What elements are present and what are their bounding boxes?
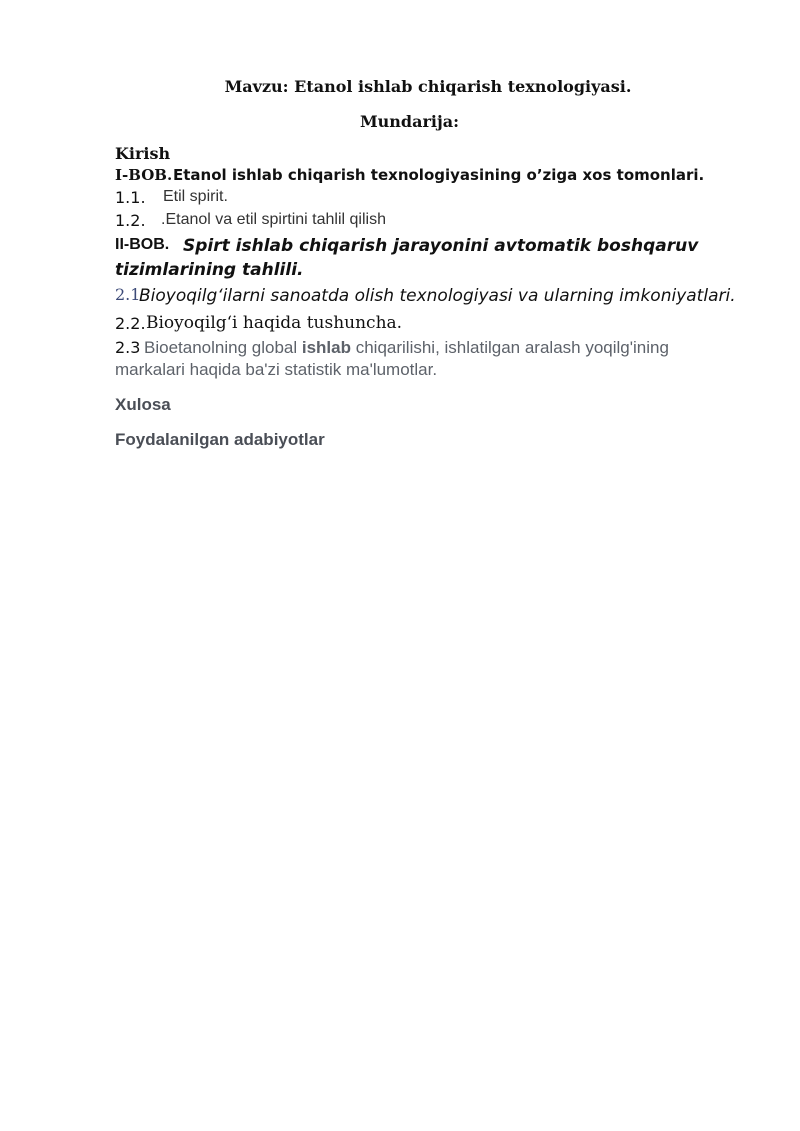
toc-intro: Kirish (115, 144, 171, 163)
toc-chapter1-title: Etanol ishlab chiqarish texnologiyasining o’ziga xos tomonlari. (173, 166, 705, 184)
toc-section-2-3-number: 2.3 (115, 338, 141, 357)
document-title: Mavzu: Etanol ishlab chiqarish texnologiyasi. (224, 77, 632, 96)
toc-section-2-3-title-bold: ishlab (301, 338, 351, 357)
toc-conclusion: Xulosa (115, 395, 171, 414)
toc-references: Foydalanilgan adabiyotlar (115, 430, 325, 449)
toc-section-2-1-number: 2.1 (115, 285, 141, 304)
toc-chapter1-number: I-BOB. (115, 166, 173, 184)
toc-section-2-2-title: Bioyoqilg‘i haqida tushuncha. (146, 313, 403, 333)
toc-section-1-1-title: Etil spirit. (163, 188, 228, 205)
toc-chapter2-number: II-BOB. (115, 236, 170, 253)
toc-section-2-3-title-line1 (144, 338, 669, 358)
toc-chapter2-title-line2: tizimlarining tahlili. (115, 260, 304, 280)
toc-chapter2-title-line1: Spirt ishlab chiqarish jarayonini avtomatik boshqaruv (183, 236, 699, 256)
toc-section-2-1-title: Bioyoqilg‘ilarni sanoatda olish texnologiyasi va ularning imkoniyatlari. (139, 286, 736, 306)
toc-section-1-2-title: .Etanol va etil spirtini tahlil qilish (161, 211, 386, 228)
toc-section-2-3-title-line2: markalari haqida ba'zi statistik ma'lumotlar. (115, 360, 438, 379)
toc-section-1-1-number: 1.1. (115, 188, 146, 207)
toc-section-1-2-number: 1.2. (115, 211, 146, 230)
toc-section-2-3-title-post: chiqarilishi, ishlatilgan aralash yoqilg'ining (350, 338, 669, 357)
toc-section-2-3-title-pre: Bioetanolning global (144, 338, 302, 357)
toc-section-2-2-number: 2.2. (115, 314, 146, 333)
contents-heading: Mundarija: (359, 112, 460, 131)
